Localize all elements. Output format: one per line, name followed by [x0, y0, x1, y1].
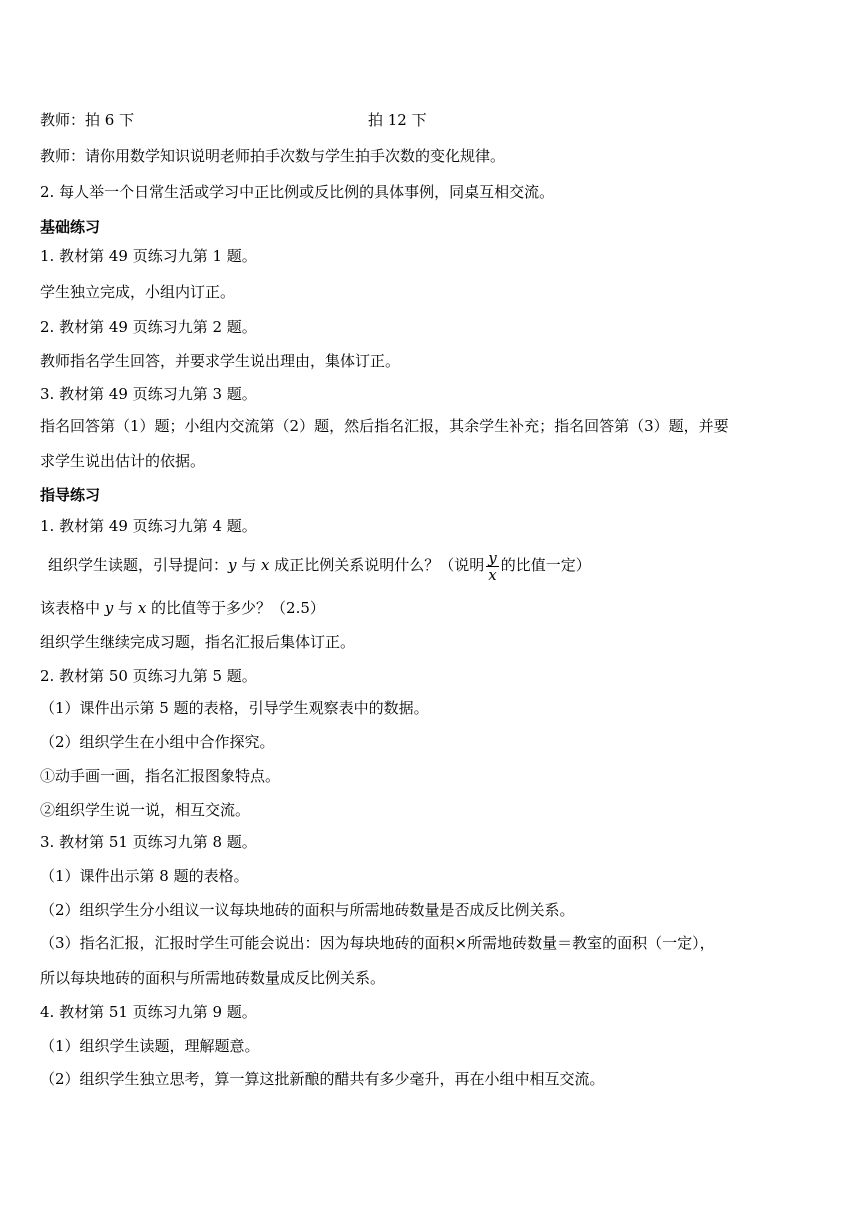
- variable-x: x: [261, 556, 270, 574]
- guided-item-4-step-2: （2）组织学生独立思考，算一算这批新酿的醋共有多少毫升，再在小组中相互交流。: [40, 1070, 605, 1088]
- guided-item-3: 3. 教材第 51 页练习九第 8 题。: [40, 833, 257, 851]
- basic-item-1: 1. 教材第 49 页练习九第 1 题。: [40, 247, 257, 265]
- guided-item-1-question: [48, 548, 591, 583]
- guided-item-2-substep-1: ①动手画一画，指名汇报图象特点。: [40, 767, 281, 785]
- guided-item-3-step-3-cont: 所以每块地砖的面积与所需地砖数量成反比例关系。: [40, 969, 386, 987]
- text-segment: 组织学生读题，引导提问：: [48, 556, 229, 574]
- teacher-clap-12: 拍 12 下: [368, 111, 427, 129]
- heading-guided-practice: 指导练习: [40, 486, 101, 504]
- teacher-clap-6: 教师：拍 6 下: [40, 111, 135, 129]
- text-segment: 的比值等于多少？（2.5）: [146, 599, 325, 617]
- text-segment: 成正比例关系说明什么？（说明: [269, 556, 485, 574]
- guided-item-2: 2. 教材第 50 页练习九第 5 题。: [40, 667, 257, 685]
- guided-item-1: 1. 教材第 49 页练习九第 4 题。: [40, 517, 257, 535]
- text-segment: 该表格中: [40, 599, 105, 617]
- guided-item-2-step-2: （2）组织学生在小组中合作探究。: [40, 733, 275, 751]
- text-segment: 与: [236, 556, 262, 574]
- guided-item-3-step-2: （2）组织学生分小组议一议每块地砖的面积与所需地砖数量是否成反比例关系。: [40, 901, 575, 919]
- exchange-instruction: 2. 每人举一个日常生活或学习中正比例或反比例的具体事例，同桌互相交流。: [40, 183, 555, 201]
- basic-item-3-note: 指名回答第（1）题；小组内交流第（2）题，然后指名汇报，其余学生补充；指名回答第（3）题，并要: [40, 417, 729, 435]
- guided-item-2-step-1: （1）课件出示第 5 题的表格，引导学生观察表中的数据。: [40, 699, 429, 717]
- fraction-numerator: y: [488, 548, 497, 567]
- teacher-question: 教师：请你用数学知识说明老师拍手次数与学生拍手次数的变化规律。: [40, 147, 506, 165]
- text-segment: 的比值一定）: [500, 556, 591, 574]
- basic-item-2-note: 教师指名学生回答，并要求学生说出理由，集体订正。: [40, 352, 401, 370]
- basic-item-3-note-cont: 求学生说出估计的依据。: [40, 452, 206, 470]
- text-segment: 与: [113, 599, 138, 617]
- guided-item-1-note: 组织学生继续完成习题，指名汇报后集体订正。: [40, 633, 356, 651]
- fraction-denominator: x: [488, 565, 497, 584]
- basic-item-2: 2. 教材第 49 页练习九第 2 题。: [40, 318, 257, 336]
- basic-item-1-note: 学生独立完成，小组内订正。: [40, 283, 236, 301]
- guided-item-1-ratio: [40, 598, 325, 618]
- fraction-y-over-x: [486, 550, 498, 583]
- guided-item-3-step-3: （3）指名汇报，汇报时学生可能会说出：因为每块地砖的面积×所需地砖数量＝教室的面积（一定），: [40, 934, 715, 952]
- guided-item-4: 4. 教材第 51 页练习九第 9 题。: [40, 1003, 257, 1021]
- guided-item-4-step-1: （1）组织学生读题，理解题意。: [40, 1037, 260, 1055]
- variable-y: y: [228, 556, 237, 574]
- variable-x: x: [137, 599, 147, 617]
- variable-y: y: [104, 599, 114, 617]
- heading-basic-practice: 基础练习: [40, 218, 101, 236]
- guided-item-2-substep-2: ②组织学生说一说，相互交流。: [40, 801, 251, 819]
- basic-item-3: 3. 教材第 49 页练习九第 3 题。: [40, 385, 257, 403]
- guided-item-3-step-1: （1）课件出示第 8 题的表格。: [40, 867, 249, 885]
